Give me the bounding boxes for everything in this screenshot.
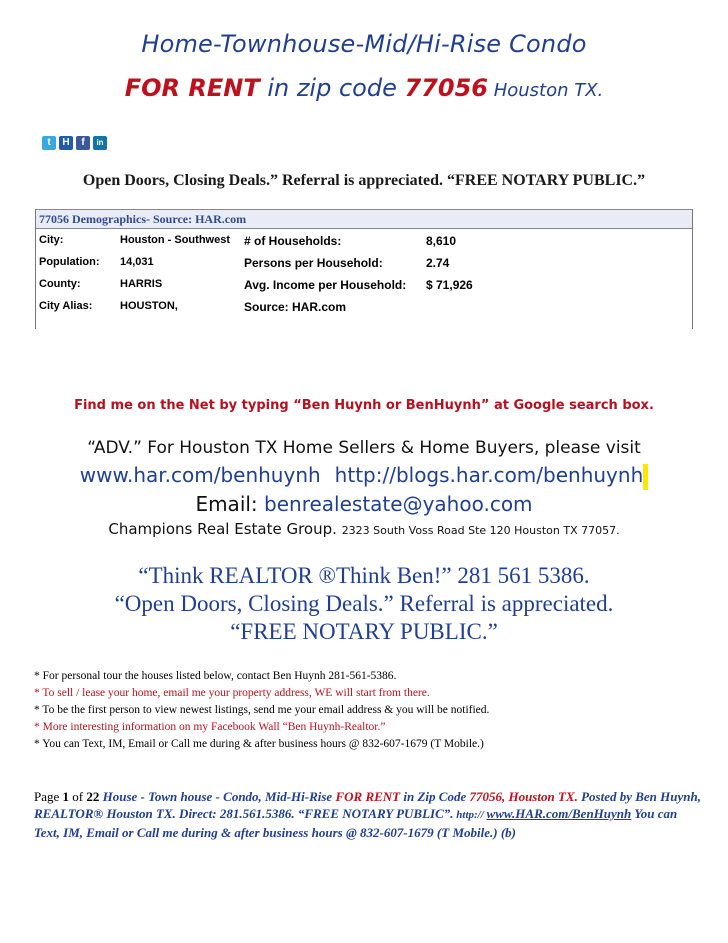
row-value: HARRIS	[120, 278, 163, 290]
title-mid-text: in zip code	[259, 74, 405, 102]
highlight-mark	[643, 464, 648, 490]
row-key: # of Households:	[244, 234, 342, 248]
company-address: 2323 South Voss Road Ste 120 Houston TX 77057.	[341, 524, 620, 537]
row-value: 2.74	[426, 256, 450, 270]
find-me-text: Find me on the Net by typing “Ben Huynh or BenHuynh” at Google search box.	[74, 398, 654, 413]
page-label: Page 1 of 22	[34, 789, 100, 804]
footer-red-text: Houston TX.	[508, 789, 578, 804]
footer-text: http://	[453, 809, 487, 821]
footer-red-text: FOR RENT	[335, 789, 401, 804]
email-link[interactable]: benrealestate@yahoo.com	[264, 492, 533, 516]
list-item: * For personal tour the houses listed below, contact Ben Huynh 281-561-5386.	[34, 670, 397, 682]
city-text: Houston TX.	[487, 80, 604, 101]
linkedin-icon[interactable]: in	[93, 136, 107, 150]
row-key: Source: HAR.com	[244, 300, 347, 314]
website-links	[0, 463, 728, 490]
har-profile-link[interactable]: www.har.com/benhuynh	[79, 463, 321, 487]
footer-har-link[interactable]: www.HAR.com/BenHuynh	[486, 806, 632, 821]
row-value: $ 71,926	[426, 278, 473, 292]
table-row	[36, 273, 692, 295]
row-value: 14,031	[120, 256, 154, 268]
row-key: City Alias:	[39, 300, 93, 312]
email-line	[0, 492, 728, 516]
footer-text: in Zip Code	[400, 789, 470, 804]
row-key: County:	[39, 278, 81, 290]
page-title-line2	[0, 74, 728, 102]
table-row	[36, 251, 692, 273]
list-item: * To be the first person to view newest listings, send me your email address & you will be notified.	[34, 704, 490, 716]
bullet-list	[34, 668, 714, 753]
footer-text: House - Town house - Condo, Mid-Hi-Rise	[99, 789, 336, 804]
row-key: Population:	[39, 256, 100, 268]
page-footer	[34, 788, 704, 841]
email-label: Email:	[195, 492, 265, 516]
company-name: Champions Real Estate Group.	[108, 520, 337, 538]
row-value: 8,610	[426, 234, 457, 248]
list-item: * You can Text, IM, Email or Call me during & after business hours @ 832-607-1679 (T Mobile.)	[34, 738, 484, 750]
twitter-icon[interactable]: t	[42, 136, 56, 150]
table-row	[36, 295, 692, 317]
footer-red-text: 77056,	[469, 789, 506, 804]
demographics-heading: 77056 Demographics- Source: HAR.com	[36, 209, 692, 229]
company-line	[0, 520, 728, 538]
think-line: “Open Doors, Closing Deals.” Referral is appreciated.	[114, 591, 614, 616]
social-icons	[42, 136, 107, 150]
think-block	[0, 562, 728, 646]
footer-text: You can Text, IM, Email or Call me during & after business hours @ 832-607-1679 (T Mobile.) (b)	[34, 806, 678, 840]
row-key: Persons per Household:	[244, 256, 383, 270]
tagline: Open Doors, Closing Deals.” Referral is appreciated. “FREE NOTARY PUBLIC.”	[82, 172, 646, 189]
think-line: “Think REALTOR ®Think Ben!” 281 561 5386.	[138, 563, 590, 588]
think-line: “FREE NOTARY PUBLIC.”	[230, 619, 498, 644]
row-key: City:	[39, 234, 64, 246]
blog-link[interactable]: http://blogs.har.com/benhuynh	[334, 463, 644, 487]
page-title-line1: Home-Townhouse-Mid/Hi-Rise Condo	[141, 30, 587, 58]
for-rent-text: FOR RENT	[124, 74, 260, 102]
row-value: Houston - Southwest	[120, 234, 230, 246]
facebook-icon[interactable]: f	[76, 136, 90, 150]
row-key: Avg. Income per Household:	[244, 278, 407, 292]
list-item: * To sell / lease your home, email me your property address, WE will start from there.	[34, 687, 430, 699]
adv-text: “ADV.” For Houston TX Home Sellers & Home Buyers, please visit	[87, 438, 641, 458]
footer-text: “FREE NOTARY PUBLIC”.	[297, 806, 454, 821]
har-icon[interactable]: H	[59, 136, 73, 150]
row-value: HOUSTON,	[120, 300, 178, 312]
demographics-table	[35, 209, 693, 329]
footer-text: Posted by Ben Huynh, REALTOR® Houston TX. Direct: 281.561.5386.	[34, 789, 701, 821]
zip-code-text: 77056	[404, 74, 488, 102]
table-row	[36, 229, 692, 251]
list-item: * More interesting information on my Facebook Wall “Ben Huynh-Realtor.”	[34, 721, 386, 733]
